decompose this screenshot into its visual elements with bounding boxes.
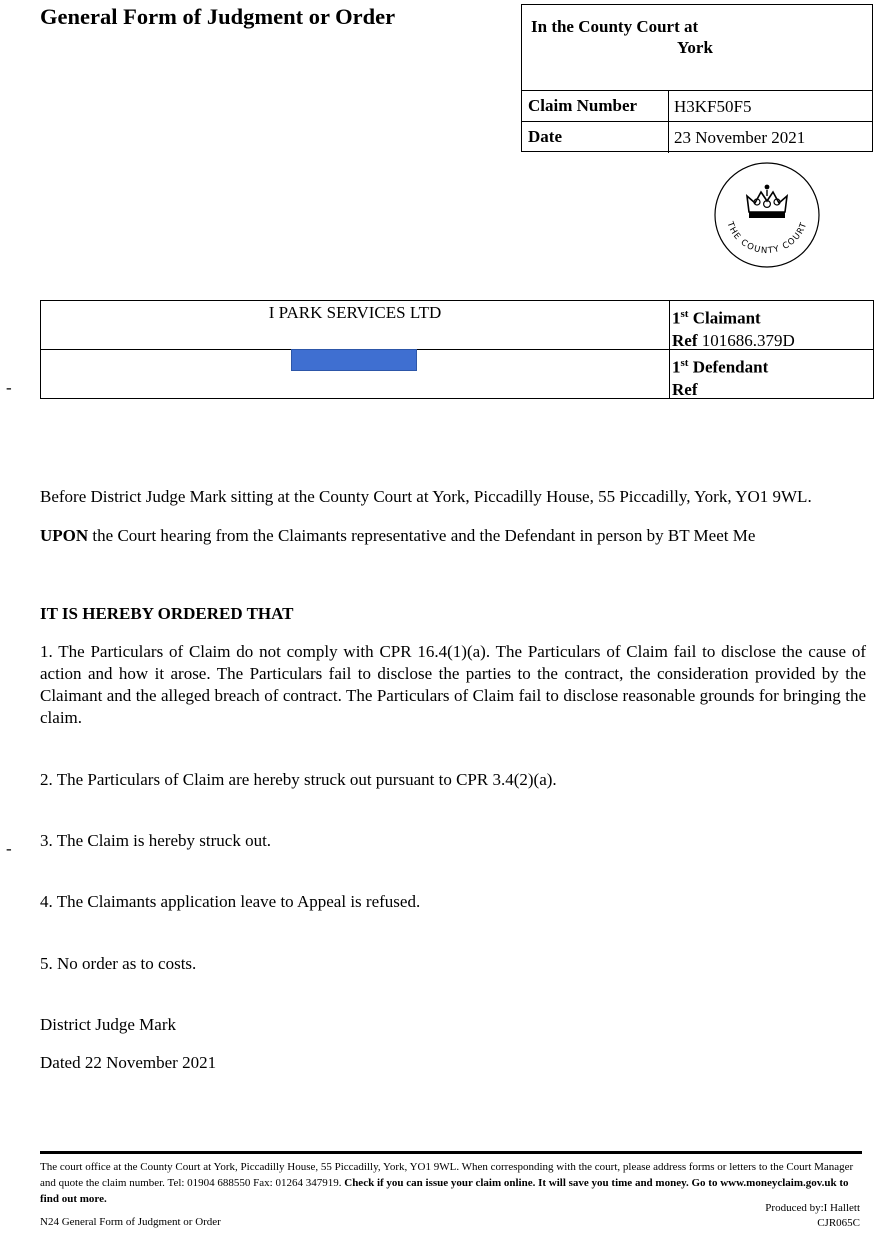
form-name: N24 General Form of Judgment or Order — [40, 1216, 221, 1228]
claimant-name: I PARK SERVICES LTD — [268, 303, 442, 322]
claimant-ref: Ref 101686.379D — [672, 330, 795, 350]
upon-statement — [40, 525, 866, 547]
before-statement: Before District Judge Mark sitting at the County Court at York, Piccadilly House, 55 Piccadilly, York, YO1 9WL. — [40, 487, 812, 506]
form-code: CJR065C — [817, 1217, 860, 1229]
ordered-heading: IT IS HEREBY ORDERED THAT — [40, 604, 294, 623]
judge-signatory: District Judge Mark — [40, 1015, 176, 1034]
date-label: Date — [528, 127, 562, 146]
online-claim-text: Check if you can issue your claim online. It will save you time and money. Go to www.moneyclaim.gov.uk to find out more. — [40, 1177, 849, 1205]
crown-icon — [747, 185, 787, 218]
redacted-defendant-name — [291, 349, 417, 371]
date-row — [522, 122, 872, 153]
court-office-text: The court office at the County Court at York, Piccadilly House, 55 Piccadilly, York, YO1 9WL. When corresponding with the court, please address forms or letters to the Court Manager and quote the claim number. Tel: 01904 688550 Fax: 01264 347919. — [40, 1161, 854, 1189]
court-name-line1: In the County Court at — [531, 17, 699, 36]
order-item-4: 4. The Claimants application leave to Appeal is refused. — [40, 892, 421, 911]
claim-number-value: H3KF50F5 — [668, 91, 874, 121]
dated-line: Dated 22 November 2021 — [40, 1053, 217, 1072]
order-item-3: 3. The Claim is hereby struck out. — [40, 831, 272, 850]
order-item-1: 1. The Particulars of Claim do not comply with CPR 16.4(1)(a). The Particulars of Claim fail to disclose the cause of action and how it arose. The Particulars fail to disclose the parties to the contract, the consideration provided by the Claimant and the alleged breach of contract. The Particulars of Claim fail to disclose reasonable grounds for bringing the claim. — [40, 642, 866, 727]
upon-text: the Court hearing from the Claimants representative and the Defendant in person by BT Meet Me — [88, 526, 756, 545]
margin-mark: - — [6, 378, 12, 397]
order-item-5: 5. No order as to costs. — [40, 954, 197, 973]
defendant-ref: Ref — [672, 379, 698, 399]
party-row-claimant — [41, 301, 873, 350]
upon-keyword: UPON — [40, 526, 89, 545]
party-row-defendant — [41, 350, 873, 398]
footer-producer — [765, 1201, 860, 1231]
produced-by: Produced by:I Hallett — [765, 1202, 860, 1214]
seal-text: THE COUNTY COURT — [724, 220, 810, 257]
document-title: General Form of Judgment or Order — [40, 4, 396, 29]
claim-number-row — [522, 91, 872, 122]
claim-number-label: Claim Number — [528, 96, 638, 115]
county-court-seal — [712, 160, 822, 270]
court-name-line2: York — [677, 38, 713, 57]
defendant-role-cell — [669, 350, 872, 398]
svg-text:THE COUNTY COURT — [724, 220, 809, 257]
court-details-box — [521, 4, 873, 152]
claimant-role: 1st Claimant — [672, 308, 761, 328]
defendant-role: 1st Defendant — [672, 357, 769, 377]
order-item-2: 2. The Particulars of Claim are hereby struck out pursuant to CPR 3.4(2)(a). — [40, 770, 557, 789]
court-name-cell — [522, 5, 872, 91]
claimant-role-cell — [669, 301, 872, 349]
court-office-notice — [40, 1159, 862, 1207]
footer-divider — [40, 1151, 862, 1154]
margin-mark: - — [6, 839, 12, 858]
parties-table — [40, 300, 874, 399]
date-value: 23 November 2021 — [668, 122, 874, 153]
